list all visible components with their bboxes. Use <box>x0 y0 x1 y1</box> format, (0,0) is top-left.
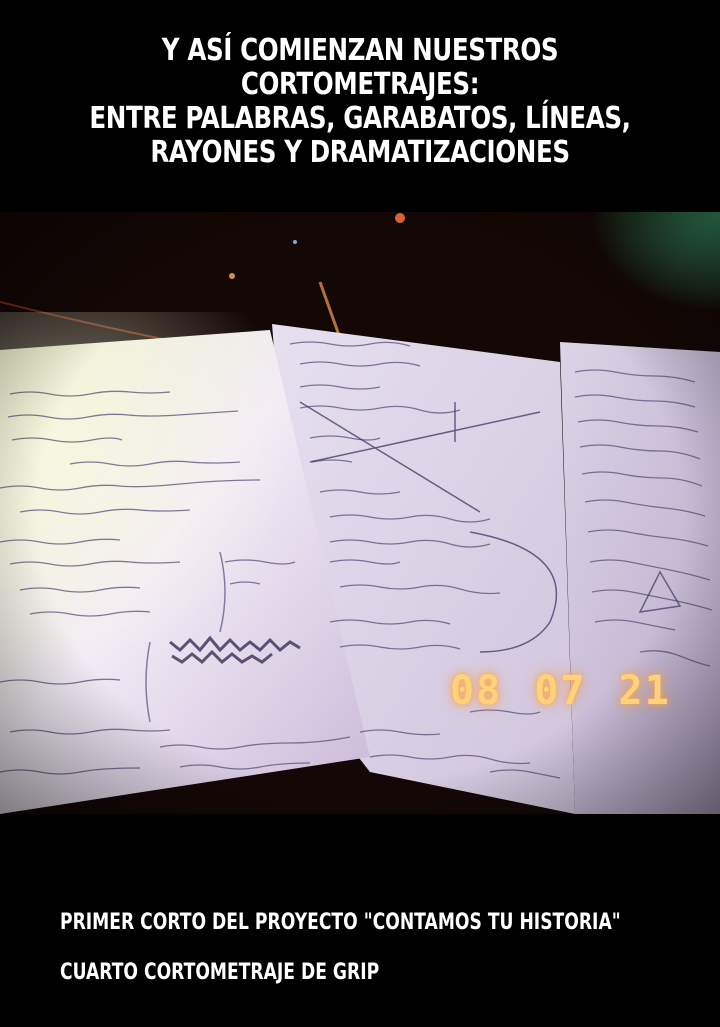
headline-line-3: RAYONES Y DRAMATIZACIONES <box>150 135 570 170</box>
credit-caption: CUARTO CORTOMETRAJE DE GRIP <box>60 960 380 985</box>
headline-line-1: Y ASÍ COMIENZAN NUESTROS CORTOMETRAJES: <box>161 33 559 102</box>
script-pages-illustration <box>0 212 720 814</box>
headline-line-2: ENTRE PALABRAS, GARABATOS, LÍNEAS, <box>89 101 631 136</box>
script-pages-photo <box>0 212 720 814</box>
project-caption: PRIMER CORTO DEL PROYECTO "CONTAMOS TU HISTORIA" <box>60 910 621 935</box>
headline <box>81 34 639 170</box>
date-stamp: 08 07 21 <box>450 668 671 714</box>
